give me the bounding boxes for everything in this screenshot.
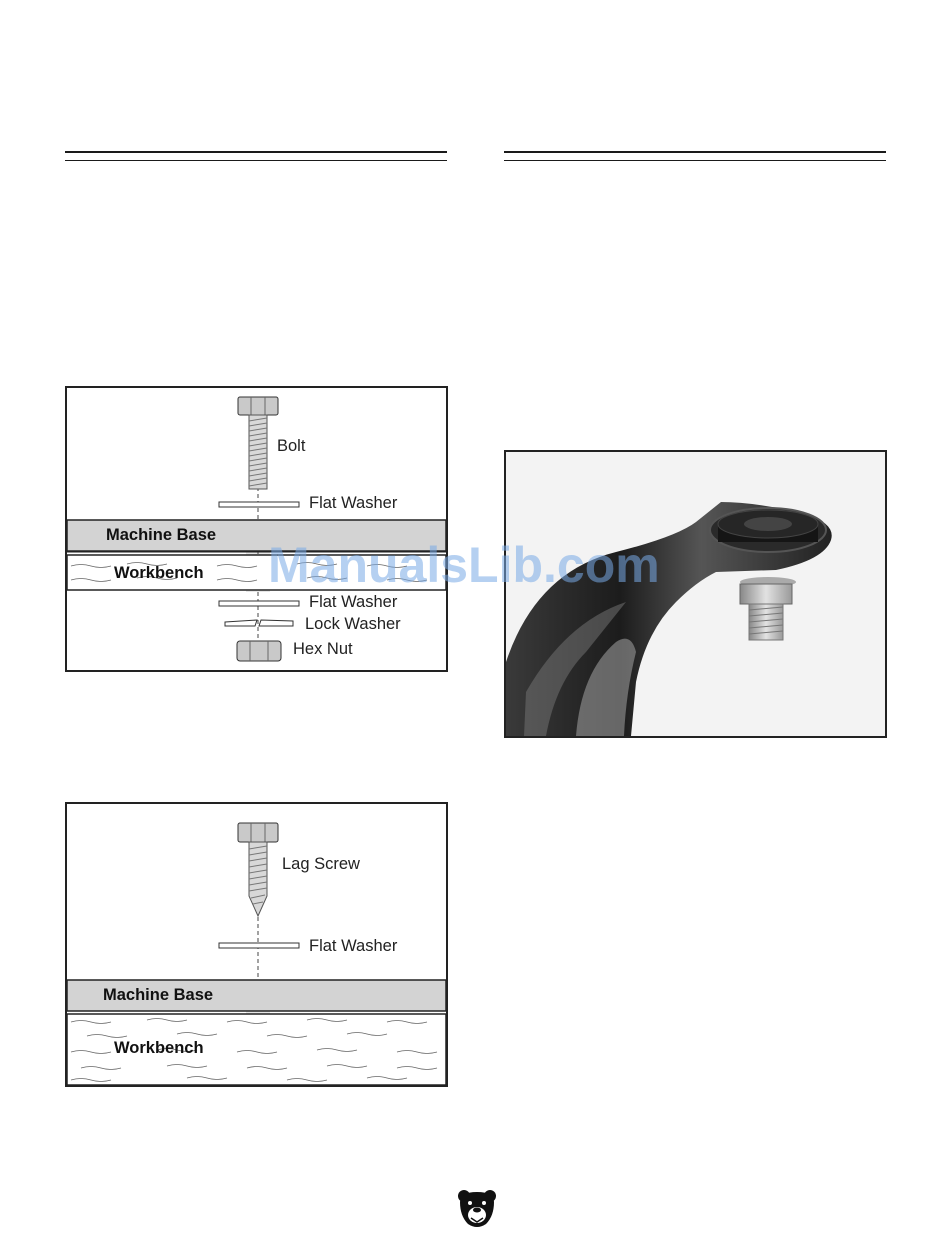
- workbench-label: Workbench: [114, 564, 204, 582]
- flat-washer-icon: [219, 943, 299, 948]
- hex-nut-icon: [237, 641, 281, 661]
- bear-head-icon: [456, 1188, 498, 1230]
- flat-washer-bottom-label: Flat Washer: [309, 593, 398, 611]
- flat-washer-top-label: Flat Washer: [309, 494, 398, 512]
- lag-screw-label: Lag Screw: [282, 855, 360, 873]
- machine-base-label: Machine Base: [106, 526, 217, 544]
- flat-washer-top-icon: [219, 502, 299, 507]
- bolt-head-icon: [238, 397, 278, 415]
- machine-foot-illustration: [506, 452, 885, 736]
- bolt-label: Bolt: [277, 437, 306, 455]
- hex-nut-label: Hex Nut: [293, 640, 353, 658]
- flat-washer-bottom-icon: [219, 601, 299, 606]
- lag-screw-head-icon: [238, 823, 278, 842]
- lock-washer-label: Lock Washer: [305, 615, 401, 633]
- machine-base-label: Machine Base: [103, 986, 214, 1004]
- watermark: ManualsLib.com: [268, 537, 660, 593]
- left-section-rule-bottom: [65, 160, 447, 161]
- right-section-rule-bottom: [504, 160, 886, 161]
- bolt-mounting-diagram: [65, 386, 448, 672]
- bolt-shank-icon: [249, 415, 267, 489]
- machine-foot-photo: [504, 450, 887, 738]
- bolt-hex-icon: [740, 584, 792, 604]
- flat-washer-label: Flat Washer: [309, 937, 398, 955]
- lock-washer-icon: [225, 620, 293, 626]
- right-section-rule-top: [504, 151, 886, 153]
- left-section-rule-top: [65, 151, 447, 153]
- lag-screw-mounting-diagram: [65, 802, 448, 1087]
- workbench-label: Workbench: [114, 1039, 204, 1057]
- bushing-hole: [744, 517, 792, 531]
